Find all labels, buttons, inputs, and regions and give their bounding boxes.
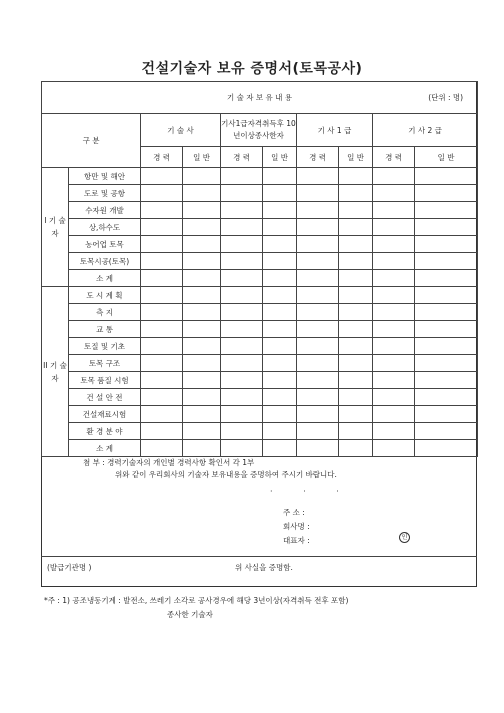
col-grade2: 기 사 2 급 <box>373 114 478 147</box>
cell[interactable] <box>183 185 221 202</box>
cell[interactable] <box>141 406 183 423</box>
cell[interactable] <box>339 202 373 219</box>
cell[interactable] <box>141 355 183 372</box>
sub-career: 경 력 <box>141 147 183 168</box>
cell[interactable] <box>339 321 373 338</box>
cell[interactable] <box>221 219 263 236</box>
cell[interactable] <box>263 202 297 219</box>
cell[interactable] <box>373 355 415 372</box>
cell[interactable] <box>263 236 297 253</box>
cell[interactable] <box>373 304 415 321</box>
row-label: 수자원 개발 <box>69 202 141 219</box>
cell[interactable] <box>373 168 415 185</box>
row-label: 측 지 <box>69 304 141 321</box>
cell[interactable] <box>339 355 373 372</box>
cell[interactable] <box>297 304 339 321</box>
cell[interactable] <box>183 440 221 457</box>
cell[interactable] <box>263 321 297 338</box>
request-line: 위와 같이 우리회사의 기술자 보유내용을 증명하여 주시기 바랍니다. <box>115 470 337 479</box>
cell[interactable] <box>415 423 478 440</box>
cell[interactable] <box>183 304 221 321</box>
cell[interactable] <box>339 270 373 287</box>
cell[interactable] <box>263 423 297 440</box>
cell[interactable] <box>297 287 339 304</box>
cell[interactable] <box>141 304 183 321</box>
cell[interactable] <box>221 287 263 304</box>
cell[interactable] <box>373 321 415 338</box>
cell[interactable] <box>339 372 373 389</box>
cell[interactable] <box>415 202 478 219</box>
cell[interactable] <box>183 219 221 236</box>
cell[interactable] <box>297 389 339 406</box>
divider <box>41 556 477 558</box>
seal-icon: 인 <box>399 532 410 543</box>
cell[interactable] <box>263 253 297 270</box>
cell[interactable] <box>263 304 297 321</box>
cell[interactable] <box>221 270 263 287</box>
cell[interactable] <box>141 236 183 253</box>
row-label: 교 통 <box>69 321 141 338</box>
cell[interactable] <box>221 338 263 355</box>
cell[interactable] <box>263 440 297 457</box>
cell[interactable] <box>221 355 263 372</box>
attachment-section <box>83 457 337 481</box>
cell[interactable] <box>297 253 339 270</box>
col-engineer: 기 술 사 <box>141 114 221 147</box>
cell[interactable] <box>373 440 415 457</box>
cell[interactable] <box>221 236 263 253</box>
cell[interactable] <box>141 185 183 202</box>
cell[interactable] <box>373 406 415 423</box>
holdings-title: 기 술 자 보 유 내 용 <box>227 93 293 102</box>
row-label: 토목 품질 시험 <box>69 372 141 389</box>
cell[interactable] <box>297 338 339 355</box>
row-label: 상,하수도 <box>69 219 141 236</box>
cell[interactable] <box>415 304 478 321</box>
cell[interactable] <box>297 236 339 253</box>
cell[interactable] <box>339 440 373 457</box>
cell[interactable] <box>373 287 415 304</box>
attachment-line: 첨 부 : 경력기술자의 개인별 경력사항 확인서 각 1부 <box>83 458 255 467</box>
cell[interactable] <box>415 389 478 406</box>
row-label: 환 경 분 야 <box>69 423 141 440</box>
cell[interactable] <box>297 372 339 389</box>
footnote-line: *주 : 1) 공조냉동기계 : 발전소, 쓰레기 소각로 공사경우에 해당 3년이상(자격취득 전후 포함) <box>44 596 349 605</box>
subtotal-label: 소 계 <box>69 270 141 287</box>
cell[interactable] <box>141 168 183 185</box>
cell[interactable] <box>221 440 263 457</box>
cell[interactable] <box>339 287 373 304</box>
sub-career: 경 력 <box>373 147 415 168</box>
cell[interactable] <box>141 270 183 287</box>
cell[interactable] <box>141 287 183 304</box>
cell[interactable] <box>221 304 263 321</box>
cell[interactable] <box>221 253 263 270</box>
cell[interactable] <box>141 440 183 457</box>
cell[interactable] <box>263 287 297 304</box>
row-label: 도로 및 공항 <box>69 185 141 202</box>
cell[interactable] <box>263 372 297 389</box>
cell[interactable] <box>297 168 339 185</box>
footnote <box>44 594 348 622</box>
cell[interactable] <box>263 219 297 236</box>
cell[interactable] <box>263 389 297 406</box>
cell[interactable] <box>339 389 373 406</box>
cell[interactable] <box>263 338 297 355</box>
row-label: 건설재료시험 <box>69 406 141 423</box>
cell[interactable] <box>373 202 415 219</box>
sub-general: 일 반 <box>183 147 221 168</box>
cell[interactable] <box>339 219 373 236</box>
cell[interactable] <box>263 168 297 185</box>
unit-label: (단위 : 명) <box>428 93 464 102</box>
cell[interactable] <box>339 406 373 423</box>
cell[interactable] <box>415 287 478 304</box>
cell[interactable] <box>263 185 297 202</box>
row-label: 도 시 계 획 <box>69 287 141 304</box>
cell[interactable] <box>183 338 221 355</box>
cell[interactable] <box>415 185 478 202</box>
cell[interactable] <box>373 236 415 253</box>
issuer-label: (발급기관명 ) <box>47 563 92 572</box>
cell[interactable] <box>183 355 221 372</box>
group2-label: II 기 술 자 <box>42 287 69 457</box>
cell[interactable] <box>141 219 183 236</box>
address-field[interactable]: 주 소 : <box>283 508 305 517</box>
cell[interactable] <box>415 355 478 372</box>
cell[interactable] <box>183 406 221 423</box>
applicant-block <box>283 506 310 548</box>
sub-career: 경 력 <box>221 147 263 168</box>
cell[interactable] <box>183 321 221 338</box>
company-field[interactable]: 회사명 : <box>283 522 310 531</box>
cell[interactable] <box>221 406 263 423</box>
cell[interactable] <box>297 270 339 287</box>
cell[interactable] <box>373 185 415 202</box>
cell[interactable] <box>415 440 478 457</box>
row-label: 건 설 안 전 <box>69 389 141 406</box>
group1-label: I 기 술 자 <box>42 168 69 287</box>
cell[interactable] <box>183 253 221 270</box>
cell[interactable] <box>297 321 339 338</box>
sub-general: 일 반 <box>263 147 297 168</box>
row-label: 토질 및 기초 <box>69 338 141 355</box>
cell[interactable] <box>141 372 183 389</box>
cell[interactable] <box>183 372 221 389</box>
col-10year: 기사1급자격취득후 10년이상종사한자 <box>221 114 297 147</box>
category-header: 구 분 <box>42 114 141 168</box>
cell[interactable] <box>263 270 297 287</box>
cell[interactable] <box>297 423 339 440</box>
sub-general: 일 반 <box>339 147 373 168</box>
date-dots: · · · <box>270 487 353 496</box>
representative-field[interactable]: 대표자 : <box>283 536 310 545</box>
holdings-header <box>42 82 478 114</box>
cell[interactable] <box>297 440 339 457</box>
cell[interactable] <box>373 423 415 440</box>
holdings-table <box>41 81 478 457</box>
cell[interactable] <box>221 372 263 389</box>
cell[interactable] <box>339 236 373 253</box>
cell[interactable] <box>297 355 339 372</box>
cell[interactable] <box>263 406 297 423</box>
row-label: 농어업 토목 <box>69 236 141 253</box>
cell[interactable] <box>141 321 183 338</box>
cell[interactable] <box>183 270 221 287</box>
cell[interactable] <box>297 185 339 202</box>
cell[interactable] <box>221 423 263 440</box>
cell[interactable] <box>141 338 183 355</box>
cell[interactable] <box>221 202 263 219</box>
cell[interactable] <box>415 338 478 355</box>
cell[interactable] <box>339 168 373 185</box>
cell[interactable] <box>373 338 415 355</box>
row-label: 토목 구조 <box>69 355 141 372</box>
cell[interactable] <box>373 270 415 287</box>
document-title: 건설기술자 보유 증명서(토목공사) <box>141 61 363 77</box>
footnote-line: 종사한 기술자 <box>167 610 213 619</box>
row-label: 토목시공(토목) <box>69 253 141 270</box>
cell[interactable] <box>415 372 478 389</box>
cell[interactable] <box>183 423 221 440</box>
col-grade1: 기 사 1 급 <box>297 114 373 147</box>
cell[interactable] <box>415 236 478 253</box>
row-label: 항만 및 해안 <box>69 168 141 185</box>
cell[interactable] <box>373 389 415 406</box>
subtotal-label: 소 계 <box>69 440 141 457</box>
cell[interactable] <box>415 321 478 338</box>
cell[interactable] <box>373 253 415 270</box>
cell[interactable] <box>141 202 183 219</box>
cell[interactable] <box>141 423 183 440</box>
cell[interactable] <box>183 236 221 253</box>
cell[interactable] <box>297 202 339 219</box>
cell[interactable] <box>297 406 339 423</box>
cell[interactable] <box>183 202 221 219</box>
cell[interactable] <box>221 321 263 338</box>
cell[interactable] <box>221 185 263 202</box>
cell[interactable] <box>297 219 339 236</box>
cell[interactable] <box>221 168 263 185</box>
cell[interactable] <box>415 168 478 185</box>
cell[interactable] <box>183 389 221 406</box>
cell[interactable] <box>339 423 373 440</box>
cell[interactable] <box>339 338 373 355</box>
cell[interactable] <box>373 372 415 389</box>
sub-general: 일 반 <box>415 147 478 168</box>
cell[interactable] <box>373 219 415 236</box>
certify-text: 위 사실을 증명함. <box>235 563 293 572</box>
cell[interactable] <box>339 185 373 202</box>
cell[interactable] <box>141 389 183 406</box>
cell[interactable] <box>141 253 183 270</box>
cell[interactable] <box>415 253 478 270</box>
cell[interactable] <box>183 287 221 304</box>
cell[interactable] <box>339 304 373 321</box>
cell[interactable] <box>221 389 263 406</box>
cell[interactable] <box>263 355 297 372</box>
cell[interactable] <box>415 406 478 423</box>
sub-career: 경 력 <box>297 147 339 168</box>
cell[interactable] <box>415 270 478 287</box>
cell[interactable] <box>183 168 221 185</box>
cell[interactable] <box>339 253 373 270</box>
cell[interactable] <box>415 219 478 236</box>
